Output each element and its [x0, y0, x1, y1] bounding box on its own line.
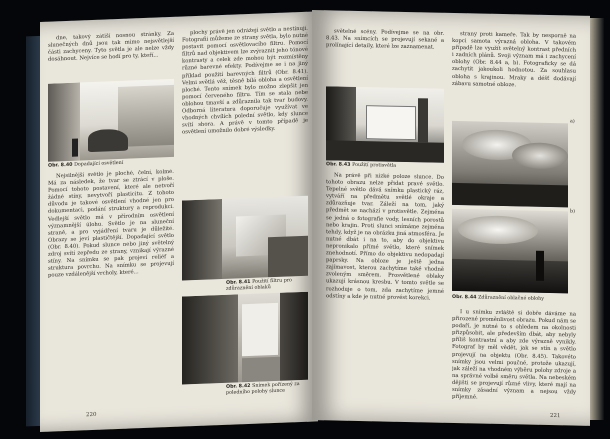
photo-fig-8-41 — [182, 196, 308, 281]
caption-number: Obr. 8.43 — [326, 162, 351, 168]
photo-fig-8-40 — [48, 79, 174, 162]
fig-8-44-label-b: b) — [570, 209, 575, 215]
caption-number: Obr. 8.44 — [452, 294, 477, 301]
left-col2-top-text — [182, 26, 308, 199]
caption-number: Obr. 8.40 — [48, 162, 73, 169]
paragraph: strany proti kameře. Tak by nesporně na kopci samota výrazná obloha. V takovém případě lze využít světelný kontrast předních i zadních plánů. Svoji význam má i zachycení oblohy (Obr. 8.44 a, b). Fotograficky se dá zachytit jakoukoli hodnotou. Za souhlasu obloha s krajinou. Mraky a déšť dodávají zábavu samotné obloze. — [452, 31, 576, 88]
right-col1-top-text — [326, 28, 444, 86]
paragraph: Na právě při nízké poloze slunce. Do tohoto obrazu nelze přidat pravé světlo. Tepelné světlo dává snímku plastický ráz, vytváří na předmětu světlé okraje a zdůrazňuje tvar. Záleží na tom, jaký předmět se nachází v protisvětle. Zejména se jedná o fotografie vody, lesních porostů nebo krajin. Proti slunci snímáme zejména tehdy, když je na obrázku jiná atmosféra. Je nutné dbát i na to, aby do objektivu nepronikalo přímé světlo, které snímek znehodnotí. Přímo do objektivu nedopadají paprsky. Na obloze je ještě jedna zajímavost, kterou zachytíme také vhodně zvoleným směrem. Prosvětlené oblaky ukazují krásnou kresbu. V tomto světle se rozhoduje o tom, zda zachytíme jemné odstíny a kde je nutné provést korekci. — [326, 172, 444, 302]
paragraph: světelné scény. Podívejme se na obr. 8.43. Na snímcích se projevují sekané a prolínající detaily, které lze zaznamenat. — [326, 28, 444, 51]
right-col2-top-text — [452, 31, 576, 122]
caption-text: Zdůraznění oblačné oblohy — [478, 295, 544, 302]
left-page — [40, 11, 318, 432]
paragraph: I u snímku zvláště si dobře dáváme na přirozené proměnlivost obrazu. Pokud nám se podaří, je nutné to s ohledem na okolnosti přizpůsobit, ale především dbát, aby nebyly příliš kontrastní a aby zde výrazně vynikly. Fotograf by měl vědět, jak se stín a světlo projevují na objektu (Obr. 8.45). Takovéto snímky jsou velmi poučné, protože ukazují, jak záleží na vhodném výběru polohy zdroje a na správné volbě směru světla. Na nebeském dějišti se projevují různé vlivy, které mají na snímky zásadní význam a nejsou vždy příjemné. — [452, 309, 576, 401]
page-number-right: 221 — [550, 412, 561, 420]
caption-fig-8-42 — [226, 382, 310, 397]
caption-text: Použití protisvětla — [352, 162, 397, 169]
paragraph: dne, takový zátiší nosnou stránky. Za slunečných dnů jsou tak mimo nejsvětlejší části zachyceny. Tyto světla je ale nelze vždy dosáhnout. Nejvíce se hodí pro ty, kteří... — [48, 30, 174, 63]
caption-number: Obr. 8.42 — [226, 383, 251, 390]
right-page — [312, 10, 590, 426]
photo-fig-8-42 — [182, 292, 308, 385]
caption-fig-8-43 — [326, 162, 444, 170]
caption-text: Použití filtru pro zdůraznění oblaků — [226, 278, 292, 292]
fig-8-44-label-a: a) — [570, 119, 575, 125]
photo-fig-8-43 — [326, 86, 444, 162]
photo-fig-8-44a — [452, 121, 568, 207]
caption-fig-8-41 — [226, 278, 310, 293]
right-col1-body-text — [326, 172, 444, 414]
caption-number: Obr. 8.41 — [226, 279, 251, 286]
photo-fig-8-44b — [452, 209, 568, 293]
paragraph: plochy právě jen odrážejí světlo a nestínují. Fotografii můžeme ze strany světla, bylo nutné postavit pomocí osvětlovacího filtru. Pomocí filtrů nad objektivem lze zvýraznit jeho tónové kontrasty a celek zde mohou být rozmístěny různé barevné efekty. Podívejme se i na jiný příklad použití barevných filtrů (Obr. 8.41). Velmi světlá věž, těsně bílá obloha a osvětlení ploché. Tento snímek bylo možno zlepšit jen pomocí červeného filtru. Tím se stala nebe oblohou tmavší a zdůraznila tak tvar budovy. Odborná literatura doporučuje využívat ve vhodných chvílích polední světlo, kdy slunce svítí shora. A právě v tomto případě je osvětlení umožnilo dobré výsledky. — [182, 25, 308, 136]
right-col2-body-text — [452, 309, 576, 408]
caption-text: Dopadající osvětlení — [74, 160, 124, 168]
caption-fig-8-44 — [452, 295, 576, 304]
page-number-left: 220 — [86, 411, 97, 419]
paragraph: Nejsilnější světlo je ploché, čelní, kolmé. Má za následek, že tvar se ztrácí v ploše. Pomocí tohoto postavení, které ale netvoří žádné stíny, nevytvoří plasticitu. Z tohoto důvodu je takové osvětlení vhodné jen pro dokumentaci, podání struktury a reprodukci. Vedlejší světlo má v přírodním osvětlení významnější úlohu. Světlo je na sluneční straně, a pro vyjádření tvaru je důležité. Obrazy se jeví plastičtější. Dopadající světlo (Obr. 8.40). Pokud slunce nebo jiný světelný zdroj svítí zepředu ze strany, vznikají výrazné stíny. Na snímku se pak projeví reliéf a struktura povrchu. Na snímku se projevují pouze vzdálenější vrcholy, které... — [48, 168, 174, 280]
left-col1-body-text — [48, 169, 174, 418]
caption-text: Snímek pořízený za poledního polohy slunce — [226, 382, 300, 396]
